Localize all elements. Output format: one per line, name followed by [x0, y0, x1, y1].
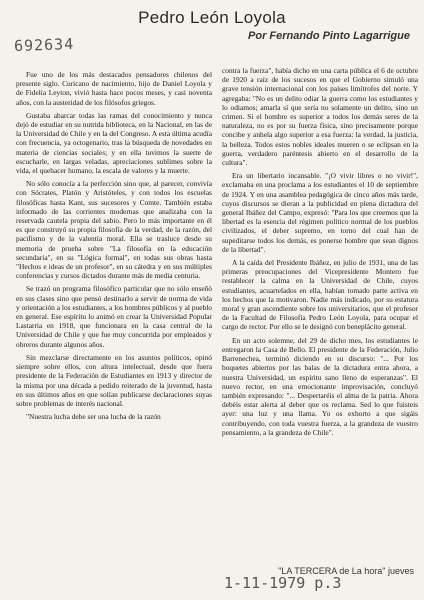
paragraph: A la caída del Presidente Ibáñez, en julio de 1931, una de las primeras preocupaciones del Vicepresidente Montero fue restablecer la calma en la Universidad de Chile, cuyos estudiantes, acuartelados en ella, habían tomado parte activa en los hechos que la motivaron. Nadie más indicado, por su estatura moral y gran ascendiente sobre los universitarios, que el profesor de la Facultad de Filosofía Pedro León Loyola, para ocupar el cargo de rector. Por ello se le designó con beneplácito general. [222, 258, 418, 332]
article-byline: Por Fernando Pinto Lagarrigue [248, 30, 410, 42]
source-citation: "LA TERCERA de La hora" jueves [278, 566, 414, 576]
paragraph: Fue uno de los más destacados pensadores chilenos del presente siglo. Curicano de nacimiento, hijo de Daniel Loyola y de Fidelia Leyton, vivió hasta hace pocos meses, y casi noventa años, con la austeridad de los filósofos griegos. [16, 70, 212, 107]
left-column [16, 70, 212, 425]
handwritten-date: 1-11-1979 p.3 [224, 574, 342, 592]
paragraph: Sin mezclarse directamente en los asuntos políticos, opinó siempre sobre ellos, con altura intelectual, desde que fuera presidente de la Federación de Estudiantes en 1913 y director de la misma por una década a pedido reiterado de la juventud, hasta en sus últimos años en que solían publicarse declaraciones suyas sobre problemas de interés nacional. [16, 352, 212, 408]
paragraph: Se trazó un programa filosófico particular que no sólo enseñó en sus clases sino que pensó destinarlo a servir de norma de vida y orientación a los estudiantes, a los hombres públicos y al pueblo en general. Ese espíritu lo animó en crear la Universidad Popular Lastarria en 1918, que funcionara en la casa central de la Universidad de Chile y que fue muy concurrida por empleados y obreros durante algunos años. [16, 284, 212, 349]
paragraph: "Nuestra lucha debe ser una lucha de la razón [26, 412, 161, 422]
paragraph: Era un libertario incansable. "¡O vivir libres o no vivir!", exclamaba en una proclama a los estudiantes el 10 de septiembre de 1924. Y en una asamblea pedagógica de cinco años más tarde, cuyos discursos se dieran a la publicidad en plena dictadura del general Ibáñez del Campo, expresó: "Para los que creemos que la libertad es la esencia del régimen político normal de los pueblos civilizados, el deber supremo, en torno del cual han de supeditarse todos los demás, es ponerse hombre que sean dignos de la libertad". [222, 171, 418, 254]
paragraph: contra la fuerza", había dicho en una carta pública el 6 de octubre de 1920 a raíz de los sucesos en que el Gobierno simuló una grave tensión internacional con los países limítrofes del norte. Y agregaba: "No es un delito odiar la guerra como los estudiantes y lo odiamos; amarla sí que sería no solamente un delito, sino un crimen. Si el hombre es superior a todos los demás seres de la naturaleza, no es por su fuerza física, sino precisamente porque concibe y anhela algo superior a esa fuerza: la verdad, la justicia, la belleza. Todos estos nobles ideales mueren o se eclipsan en la guerra, verdadero paréntesis abierto en el desarrollo de la cultura". [222, 66, 418, 168]
right-column [222, 66, 418, 441]
paragraph: En un acto solemne, del 29 de dicho mes, los estudiantes le entregaron la Casa de Bello. El presidente de la Federación, Julio Barrenechea, terminó diciendo en su discurso: "... Por los boquetes abiertos por las balas de la dictadura entra ahora, a nuestra Universidad, un espíritu sano lleno de esperanzas". El nuevo rector, en una emocionante improvisación, concluyó también expresando: "... Despertaréis el alma de la patria. Ahora debéis estar alerta al deber que os reclama. Sed lo que fuisteis ayer: una luz y una llama. Yo os exhorto a que sigáis contribuyendo, con toda vuestra fuerza, a la grandeza de vuestro pensamiento, a la grandeza de Chile". [222, 335, 418, 437]
paragraph: No sólo conocía a la perfección sino que, al parecer, convivía con Sócrates, Platón y Aristóteles, y con todos los escuelas filosóficas hasta Kant, sus sucesores y Comte. También estaba informado de las corrientes modernas que analizaba con la reservada cautela propia del sabio. Pero lo más importante en él es que construyó su propia filosofía de la verdad, de la razón, del pacifismo y de la valentía moral. Ella se trasluce desde su memoria de prueba sobre "La filosofía en la educación secundaria", en su "Lógica formal", en todas sus obras hasta "Hechos e ideas de un profesor", en su cátedra y en sus múltiples conferencias y cursos dictados durante más de media centuria. [16, 179, 212, 281]
article-title: Pedro León Loyola [138, 8, 286, 27]
paragraph: Gustaba abarcar todas las ramas del conocimiento y nunca dejó de estudiar en su nutrida biblioteca, en la Nacional, en las de la Universidad de Chile y en la del Congreso. A esta última acudía con frecuencia, ya octogenario, tras la búsqueda de novedades en materia de ciencias sociales; y en ella tuvimos la suerte de escucharle, en largas veladas, apreciaciones sublimes sobre la vida, el quehacer humano, la escala de valores y la muerte. [16, 110, 213, 176]
handwritten-number: 692634 [13, 34, 75, 56]
